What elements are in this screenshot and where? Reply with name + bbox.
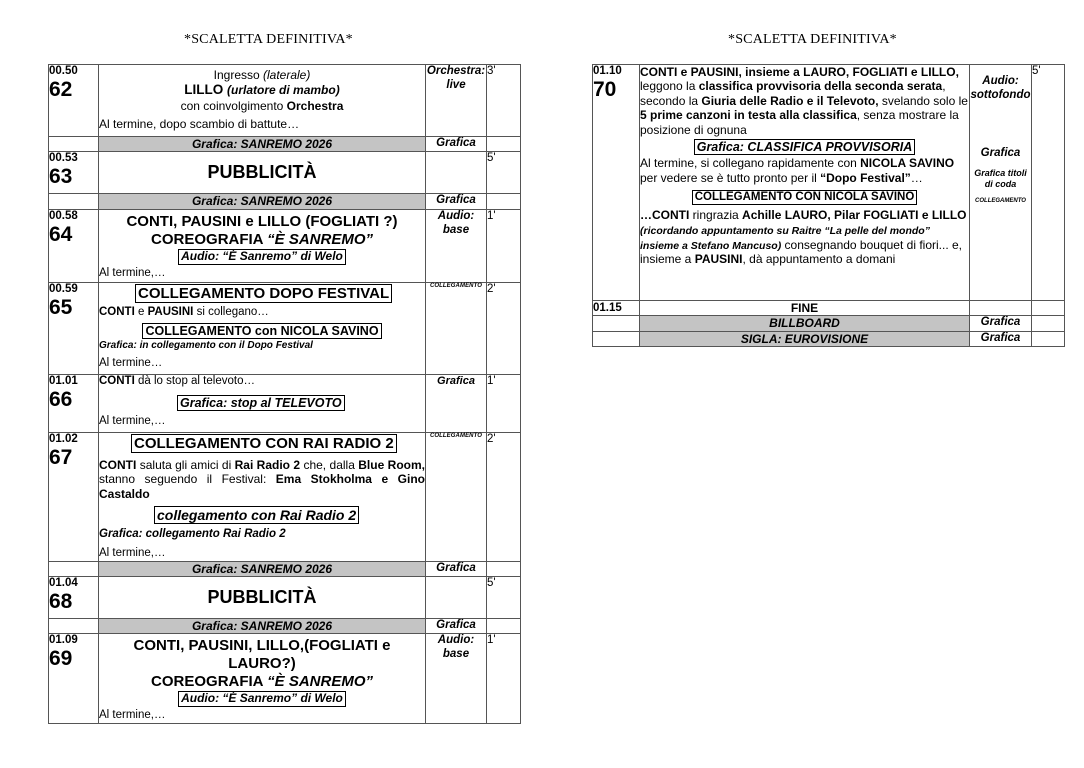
segment-row-70	[593, 65, 1065, 301]
audio-box: Audio: “È Sanremo” di Welo	[178, 691, 346, 707]
segment-row-65	[49, 282, 521, 374]
schedule-table-left	[48, 64, 521, 724]
text: 5 prime canzoni in testa alla classifica	[640, 108, 857, 123]
segment-number: 63	[49, 165, 73, 189]
content-cell	[99, 65, 426, 137]
text: Al termine,…	[99, 709, 166, 722]
duration-cell: 1'	[487, 209, 521, 282]
text: LILLO	[184, 82, 228, 98]
note-credits: Grafica titoli di coda	[974, 168, 1027, 190]
duration-cell: 5'	[487, 576, 521, 618]
graphic-label: Grafica: SANREMO 2026	[99, 561, 426, 576]
note-graphic: Grafica	[980, 146, 1021, 159]
segment-row-63	[49, 152, 521, 194]
text: Grafica: collegamento Rai Radio 2	[99, 528, 286, 540]
segment-time: 00.53	[49, 152, 78, 165]
text: Giuria delle Radio e il Televoto,	[701, 93, 879, 108]
duration-cell: 2'	[487, 432, 521, 561]
text: CONTI	[99, 374, 135, 387]
text: Rai Radio 2	[234, 458, 301, 473]
page-title-right: *SCALETTA DEFINITIVA*	[728, 32, 897, 47]
text: PAUSINI	[147, 306, 194, 319]
text: consegnando bouquet di fiori... e, insieme a	[640, 237, 962, 267]
segment-number: 62	[49, 78, 73, 101]
link-box: COLLEGAMENTO CON RAI RADIO 2	[131, 434, 397, 453]
text: svelando solo le	[878, 93, 968, 108]
text: Al termine,…	[99, 546, 166, 559]
segment-time: 01.09	[49, 634, 78, 647]
time-cell	[49, 65, 99, 137]
segment-number: 70	[593, 78, 617, 101]
text: Achille LAURO, Pilar FOGLIATI e LILLO	[742, 208, 967, 223]
duration-cell: 5'	[487, 152, 521, 194]
duration-cell: 1'	[487, 634, 521, 724]
schedule-table-right	[592, 64, 1065, 347]
text: ringrazia	[689, 208, 743, 223]
text: (urlatore di mambo)	[227, 83, 340, 98]
segment-number: 68	[49, 589, 73, 613]
graphic-row	[49, 194, 521, 209]
segment-number: 69	[49, 647, 73, 671]
text: e	[134, 306, 148, 319]
segment-time: 01.04	[49, 576, 78, 589]
note-cell: Audio: base	[426, 209, 487, 282]
text: (laterale)	[263, 68, 311, 82]
duration-cell: 5'	[1032, 65, 1065, 301]
text: PAUSINI	[694, 252, 743, 267]
graphic-row	[49, 137, 521, 152]
text: leggono la	[640, 79, 699, 94]
note-cell: Grafica	[426, 561, 487, 576]
text: classifica provvisoria della seconda serata	[698, 79, 943, 94]
note-cell: COLLEGAMENTO	[426, 432, 487, 561]
text: (ricordando appuntamento su Raitre “La pelle del mondo” insieme a Stefano Mancuso)	[640, 224, 930, 252]
segment-time: 00.59	[49, 282, 78, 295]
graphic-row	[49, 618, 521, 633]
text: “Dopo Festival”	[820, 170, 911, 185]
graphic-row	[49, 561, 521, 576]
text: Al termine…	[99, 356, 163, 369]
graphic-label: SIGLA: EUROVISIONE	[640, 331, 970, 346]
note-cell: Grafica	[970, 316, 1032, 331]
graphic-label: Grafica: SANREMO 2026	[99, 194, 426, 209]
duration-cell: 1'	[487, 374, 521, 432]
text: saluta gli amici di	[136, 458, 235, 473]
text: con coinvolgimento	[180, 98, 287, 113]
note-cell	[970, 65, 1032, 301]
graphic-box: Grafica: stop al TELEVOTO	[177, 395, 345, 411]
text: COREOGRAFIA	[151, 673, 268, 691]
graphic-row	[593, 331, 1065, 346]
segment-row-64	[49, 209, 521, 282]
text: “È SANREMO”	[267, 230, 373, 248]
note-cell: Grafica	[426, 618, 487, 633]
audio-box: Audio: “È Sanremo” di Welo	[178, 249, 346, 265]
graphic-label: Grafica: SANREMO 2026	[99, 618, 426, 633]
text: CONTI	[99, 306, 135, 319]
text: dà lo stop al televoto…	[134, 374, 255, 387]
graphic-label: BILLBOARD	[640, 316, 970, 331]
link-box: COLLEGAMENTO DOPO FESTIVAL	[135, 284, 392, 303]
text: CONTI, PAUSINI, LILLO,(FOGLIATI e LAURO?)	[133, 637, 391, 673]
link-box: COLLEGAMENTO CON NICOLA SAVINO	[692, 190, 918, 205]
note-cell: Grafica	[426, 194, 487, 209]
text: CONTI, PAUSINI e LILLO (FOGLIATI ?)	[126, 212, 398, 230]
segment-row-62	[49, 65, 521, 137]
commercial-break: PUBBLICITÀ	[207, 586, 317, 607]
text: si collegano…	[193, 306, 269, 319]
text: Grafica: in collegamento con il Dopo Festival	[99, 339, 313, 351]
text: Al termine,…	[99, 415, 166, 428]
text: COREOGRAFIA	[151, 230, 268, 248]
note-cell: Grafica	[426, 137, 487, 152]
segment-row-68	[49, 576, 521, 618]
text: per vedere se è tutto pronto per il	[640, 170, 821, 185]
link-box: collegamento con Rai Radio 2	[154, 506, 359, 524]
segment-time: 01.15	[593, 301, 622, 314]
note-cell: Grafica	[970, 331, 1032, 346]
segment-time: 01.01	[49, 374, 78, 387]
segment-time: 01.02	[49, 432, 78, 445]
text: stanno seguendo il Festival:	[99, 472, 276, 487]
graphic-row	[593, 316, 1065, 331]
segment-number: 66	[49, 387, 73, 411]
text: Blue Room,	[358, 458, 425, 473]
text: Al termine,…	[99, 266, 166, 279]
text: …CONTI	[640, 208, 690, 223]
text: Al termine, si collegano rapidamente con	[640, 156, 861, 171]
segment-row-66	[49, 374, 521, 432]
segment-number: 64	[49, 222, 73, 246]
text: CONTI	[99, 458, 137, 473]
text: CONTI e PAUSINI, insieme a LAURO, FOGLIATI e LILLO,	[640, 65, 959, 79]
end-label: FINE	[640, 301, 970, 316]
commercial-break: PUBBLICITÀ	[207, 162, 317, 183]
graphic-label: Grafica: SANREMO 2026	[99, 137, 426, 152]
page-title-left: *SCALETTA DEFINITIVA*	[184, 32, 353, 47]
text: NICOLA SAVINO	[860, 156, 955, 171]
text: , secondo la	[640, 79, 946, 108]
segment-row-67	[49, 432, 521, 561]
text: , senza mostrare la posizione di ognuna	[640, 108, 959, 137]
segment-time: 01.10	[593, 65, 622, 77]
note-audio: Audio: sottofondo	[970, 75, 1031, 101]
text: “È SANREMO”	[267, 673, 373, 691]
duration-cell: 2'	[487, 282, 521, 374]
text: Al termine, dopo scambio di battute…	[99, 116, 300, 131]
duration-cell: 3'	[487, 65, 521, 137]
text: …	[910, 170, 923, 185]
note-cell: Audio: base	[426, 634, 487, 724]
text: Orchestra	[286, 98, 344, 113]
note-link: COLLEGAMENTO	[975, 197, 1026, 204]
segment-time: 00.58	[49, 209, 78, 222]
link-box: COLLEGAMENTO con NICOLA SAVINO	[142, 323, 381, 339]
text: che, dalla	[300, 458, 359, 473]
graphic-box: Grafica: CLASSIFICA PROVVISORIA	[694, 139, 916, 155]
text: , dà appuntamento a domani	[742, 252, 896, 267]
segment-number: 65	[49, 295, 73, 319]
note-cell: Grafica	[426, 374, 487, 432]
segment-row-69	[49, 634, 521, 724]
text: Ingresso	[213, 68, 263, 82]
segment-row-fine	[593, 301, 1065, 316]
note-cell: Orchestra: live	[426, 65, 487, 137]
segment-time: 00.50	[49, 65, 78, 77]
note-cell: COLLEGAMENTO	[426, 282, 487, 374]
segment-number: 67	[49, 445, 73, 469]
text: Ema Stokholma e Gino Castaldo	[99, 472, 425, 501]
